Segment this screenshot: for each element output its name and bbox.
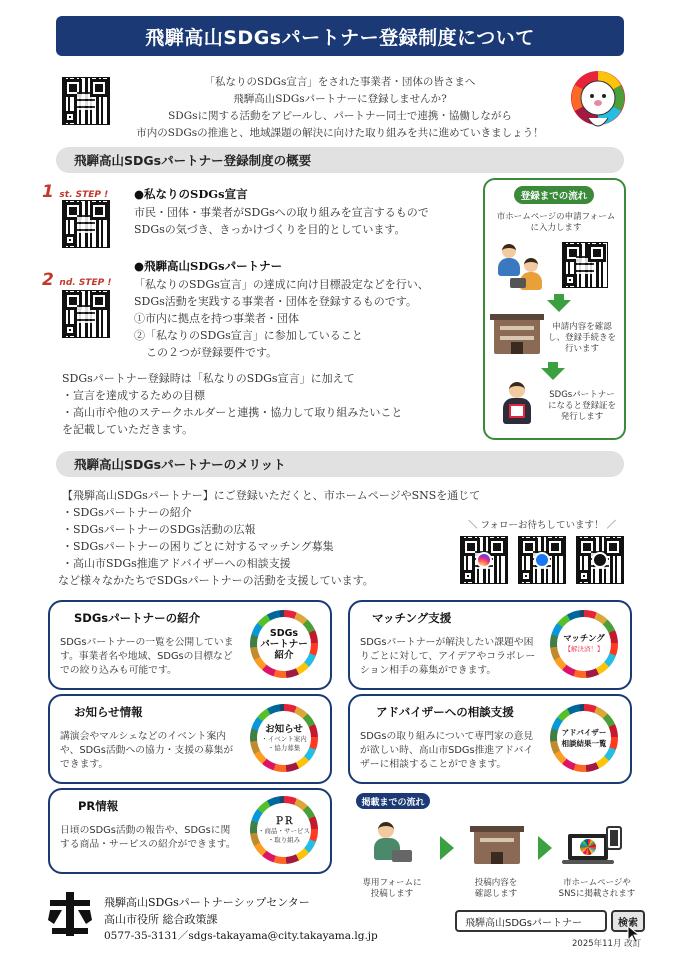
merit-section-header: 飛騨高山SDGsパートナーのメリット [56,451,624,477]
step2-line: ②「私なりのSDGs宣言」に参加していること [134,329,363,342]
note-line: ・高山市や他のステークホルダーと連携・協力して取り組みたいこと [62,406,403,419]
instagram-icon [476,552,492,568]
revised-date: 2025年11月 改訂 [572,939,642,949]
advisor-card-title: アドバイザーへの相談支援 [376,705,514,719]
step2-suffix: nd. STEP ! [59,278,112,288]
step1-heading: ●私なりのSDGs宣言 [134,187,248,201]
intro-text [110,74,570,142]
news-badge-label: お知らせ [265,723,303,735]
pr-card-text: 日頃のSDGs活動の報告や、SDGsに関する商品・サービスの紹介ができます。 [60,825,236,850]
x-icon [592,552,608,568]
page-title: 飛騨高山SDGsパートナー登録制度について [56,16,624,56]
merit-bullet: ・SDGsパートナーの紹介 [62,506,192,519]
merit-bullet: ・SDGsパートナーの困りごとに対するマッチング募集 [62,540,334,553]
merit-bullet: ・高山市SDGs推進アドバイザーへの相談支援 [62,557,291,570]
step1-line: 市民・団体・事業者がSDGsへの取り組みを宣言するもので [134,206,429,219]
partner-intro-card-title: SDGsパートナーの紹介 [74,611,201,625]
step1-line: SDGsの気づき、きっかけづくりを目的としています。 [134,223,406,236]
step2-heading: ●飛騨高山SDGsパートナー [134,259,283,273]
intro-line: 飛騨高山SDGsパートナーに登録しませんか? [233,93,447,105]
step2-line: ①市内に拠点を持つ事業者・団体 [134,312,299,325]
matching-card-title: マッチング支援 [372,611,452,625]
step2-qr-code[interactable] [62,290,110,338]
news-card-text: 講演会やマルシェなどのイベント案内や、SDGs活動への協力・支援の募集ができます。 [60,731,234,770]
note-line: を記載していただきます。 [62,423,194,436]
lion-mascot-icon [566,68,630,136]
intro-line: 市内のSDGsの推進と、地域課題の解決に向けた取り組みを共に進めていきましょう！ [136,127,544,139]
matching-badge [550,610,618,678]
follow-text: ＼ フォローお待ちしています！ ／ [468,520,617,531]
overview-note [62,370,472,438]
posting-flow-title: 掲載までの流れ [356,793,430,809]
partner-intro-card-text: SDGsパートナーの一覧を公開しています。事業者名や地域、SDGsの目標などでの絞り込みも可能です。 [60,637,234,676]
intro-line: SDGsに関する活動をアピールし、パートナー同士で連携・協働しながら [168,110,512,122]
partner-intro-badge-label: SDGs パートナー 紹介 [260,627,308,661]
flow-arrow-icon [541,362,565,380]
news-badge [250,704,318,772]
step2-body [134,276,479,361]
registration-flow-step2: 申請内容を確認し、登録手続きを行います [547,322,616,354]
footer-org-line: 飛騨高山SDGsパートナーシップセンター [104,896,310,909]
step1-qr-code[interactable] [62,200,110,248]
matching-badge-label: マッチング [563,634,605,644]
registration-flow-step1: 市ホームページの申請フォームに入力します [496,212,616,233]
pr-badge-label: ＰＲ [274,815,294,827]
pr-badge-sub: ・商品・サービス ・取り組み [258,826,310,844]
matching-badge-sub: 【解決済！】 [564,645,604,653]
merit-closing: など様々なかたちでSDGsパートナーの活動を支援しています。 [58,574,374,587]
registration-flow-step3: SDGsパートナーになると登録証を発行します [547,390,616,422]
merit-bullet: ・SDGsパートナーのSDGs活動の広報 [62,523,256,536]
note-line: ・宣言を達成するための目標 [62,389,205,402]
pr-badge [250,796,318,864]
step2-line: 「私なりのSDGs宣言」の達成に向け目標設定などを行い、 [134,278,429,291]
news-card-title: お知らせ情報 [74,705,143,719]
footer-org-line: 高山市役所 総合政策課 [104,913,218,926]
intro-qr-code[interactable] [62,77,110,125]
footer-contact: 0577-35-3131／sdgs-takayama@city.takayama.lg.jp [104,930,378,942]
footer-org [104,894,378,945]
step2-line: この２つが登録要件です。 [146,346,278,359]
merit-intro: 【飛騨高山SDGsパートナー】にご登録いただくと、市ホームページやSNSを通じて [62,489,481,502]
step2-num: 2 [42,270,54,290]
step1-suffix: st. STEP ! [59,190,109,200]
step1-num: 1 [42,182,54,202]
advisor-badge-label: アドバイザー 相談結果一覧 [561,728,607,748]
overview-section-header: 飛騨高山SDGsパートナー登録制度の概要 [56,147,624,173]
search-button[interactable]: 検索 [611,910,645,932]
posting-flow-step1: 専用フォームに 投稿します [362,878,422,899]
facebook-icon [534,552,550,568]
advisor-badge [550,704,618,772]
news-badge-sub: ・イベント案内 ・協力募集 [261,734,307,752]
step2-label [42,270,111,290]
partner-intro-badge [250,610,318,678]
step1-body [134,204,474,238]
takayama-city-logo-icon [46,890,94,938]
flow-arrow-icon [547,294,571,312]
note-line: SDGsパートナー登録時は「私なりのSDGs宣言」に加えて [62,372,355,385]
registration-flow-title: 登録までの流れ [514,186,594,204]
search-input[interactable]: 飛騨高山SDGsパートナー [455,910,607,932]
posting-flow-step2: 投稿内容を 確認します [474,878,518,899]
pr-card-title: PR情報 [78,799,119,813]
registration-qr-code[interactable] [562,242,608,288]
posting-arrow-icon [538,836,552,860]
posting-arrow-icon [440,836,454,860]
advisor-card-text: SDGsの取り組みについて専門家の意見が欲しい時、高山市SDGs推進アドバイザーに相談することができます。 [360,731,534,770]
intro-line: 「私なりのSDGs宣言」をされた事業者・団体の皆さまへ [204,76,476,88]
step1-label [42,182,108,202]
posting-flow-step3: 市ホームページや SNSに掲載されます [558,878,636,899]
step2-line: SDGs活動を実践する事業者・団体を登録するものです。 [134,295,417,308]
matching-card-text: SDGsパートナーが解決したい課題や困りごとに対して、アイデアやコラボレーション相手の募集ができます。 [360,637,536,676]
